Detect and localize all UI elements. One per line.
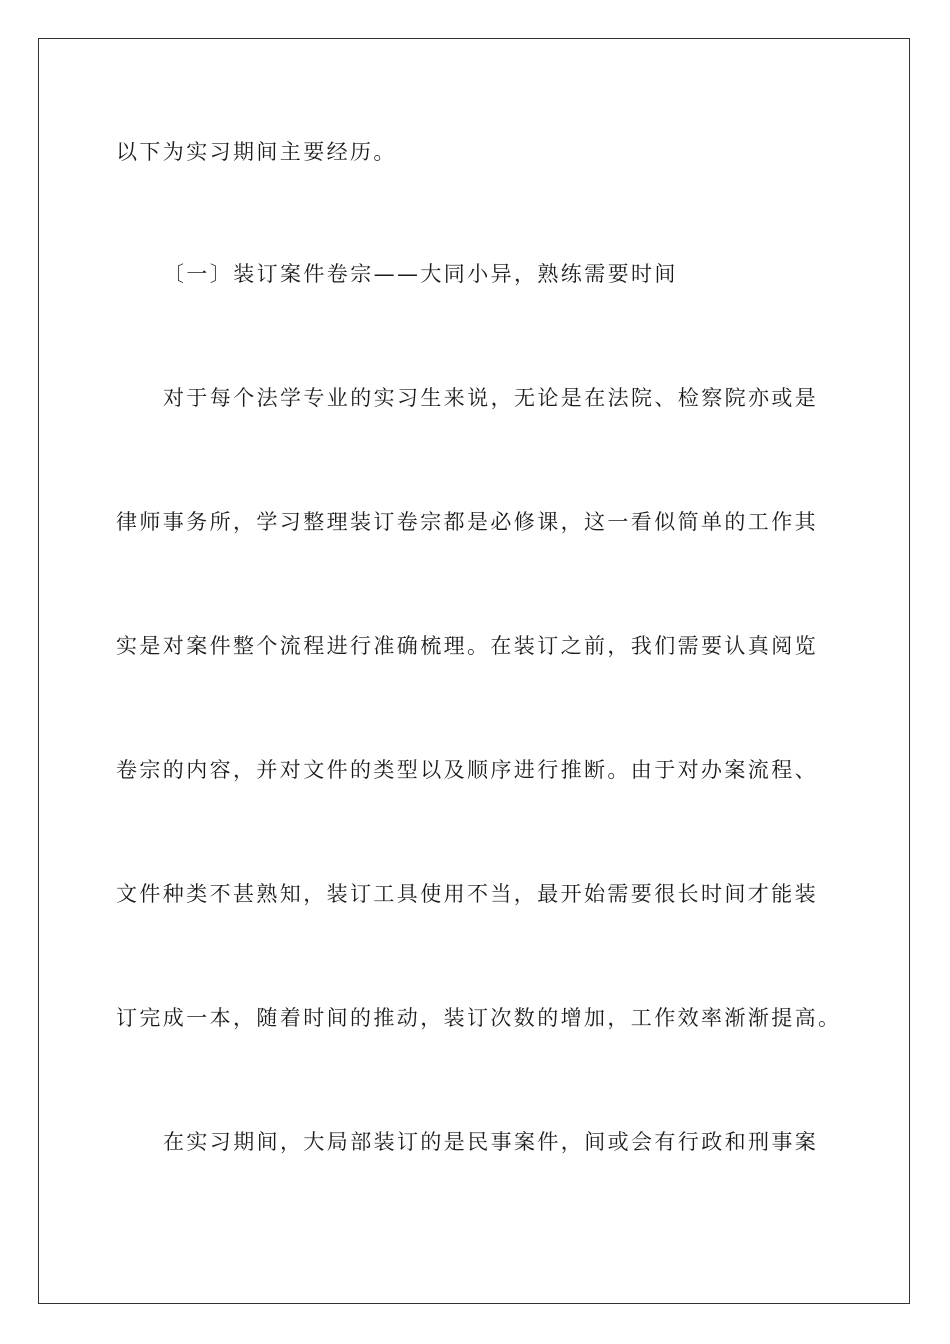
paragraph-line: 实是对案件整个流程进行准确梳理。在装订之前，我们需要认真阅览 <box>116 634 818 658</box>
section-heading: 〔一〕装订案件卷宗——大同小异，熟练需要时间 <box>163 262 678 286</box>
paragraph-line: 在实习期间，大局部装订的是民事案件，间或会有行政和刑事案 <box>163 1130 819 1154</box>
page-border <box>38 38 910 1304</box>
intro-line: 以下为实习期间主要经历。 <box>116 140 397 164</box>
paragraph-line: 订完成一本，随着时间的推动，装订次数的增加，工作效率渐渐提高。 <box>116 1006 842 1030</box>
paragraph-line: 卷宗的内容，并对文件的类型以及顺序进行推断。由于对办案流程、 <box>116 758 818 782</box>
paragraph-line: 律师事务所，学习整理装订卷宗都是必修课，这一看似简单的工作其 <box>116 510 818 534</box>
paragraph-line: 文件种类不甚熟知，装订工具使用不当，最开始需要很长时间才能装 <box>116 882 818 906</box>
paragraph-line: 对于每个法学专业的实习生来说，无论是在法院、检察院亦或是 <box>163 386 819 410</box>
